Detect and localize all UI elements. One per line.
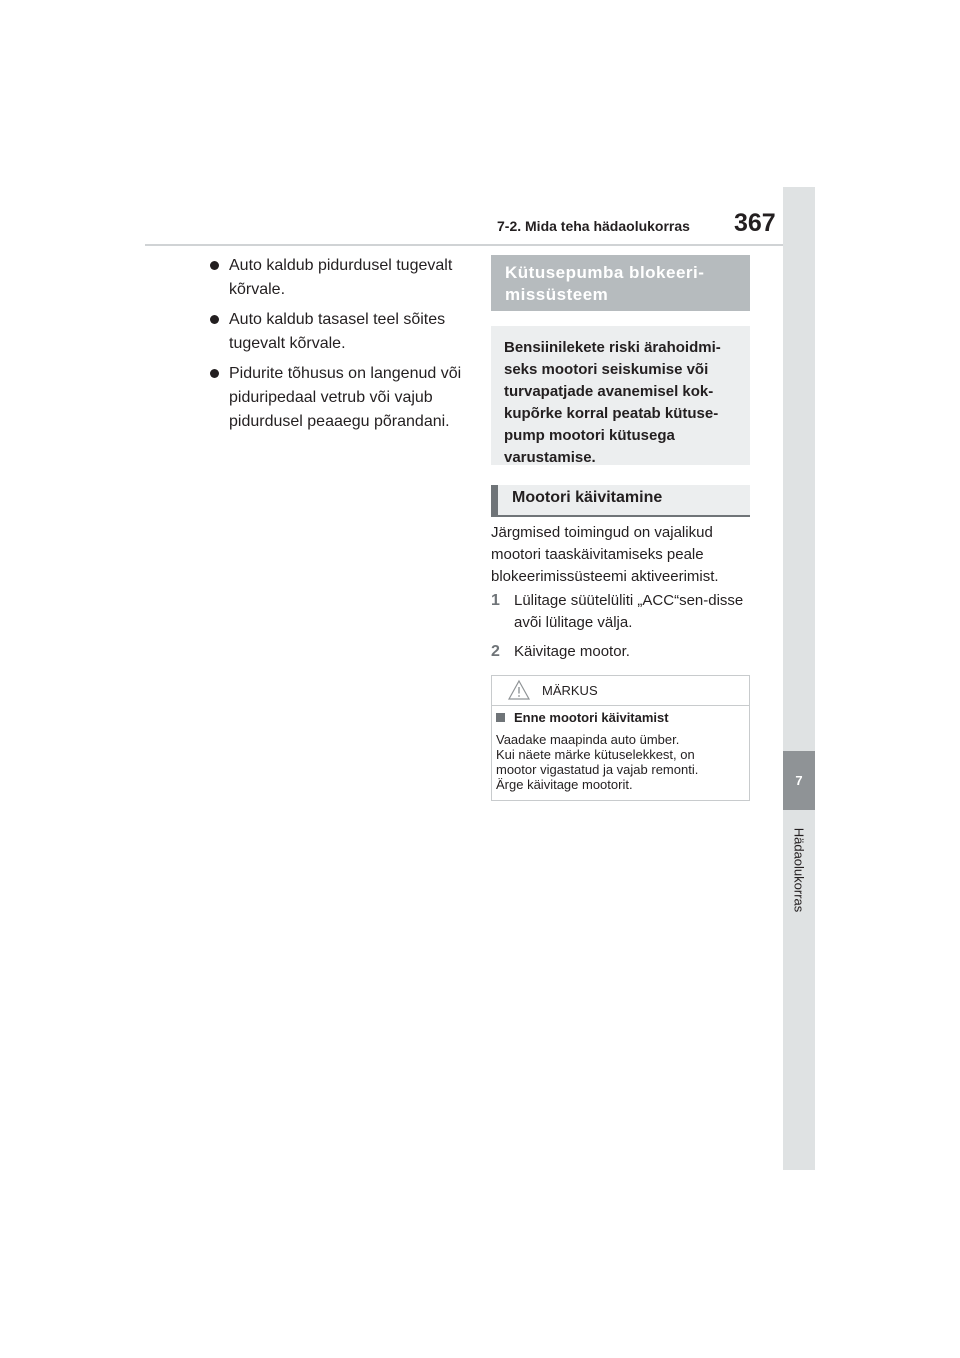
restart-intro: Järgmised toimingud on vajalikud mootori taaskäivitamiseks peale blokeerimissüsteemi aktiveerimist. bbox=[491, 524, 719, 585]
description-line: Bensiinilekete riski ärahoidmi- bbox=[504, 339, 721, 356]
chapter-number: 7 bbox=[795, 773, 803, 788]
notice-text bbox=[496, 732, 746, 792]
notice-box bbox=[491, 675, 750, 801]
fuel-pump-title-line: Kütusepumba blokeeri- bbox=[505, 263, 705, 282]
chapter-label: Hädaolukorras bbox=[791, 827, 807, 913]
description-line: pump mootori kütusega bbox=[504, 427, 675, 444]
list-item-text: Auto kaldub pidurdusel tugevalt kõrvale. bbox=[229, 257, 453, 298]
step-text: Lülitage süütelüliti „ACC“sen-disse avõi lülitage välja. bbox=[514, 592, 744, 631]
notice-label: MÄRKUS bbox=[542, 683, 598, 698]
step-item bbox=[491, 590, 753, 634]
description-line: turvapatjade avanemisel kok- bbox=[504, 383, 714, 400]
list-item bbox=[210, 362, 472, 434]
description-line: seks mootori seiskumise või bbox=[504, 361, 709, 378]
notice-line: Kui näete märke kütuselekkest, on bbox=[496, 747, 695, 762]
list-item-text: Pidurite tõhusus on langenud või piduripedaal vetrub või vajub pidurdusel peaaegu põrandani. bbox=[229, 365, 462, 430]
notice-header bbox=[492, 676, 749, 706]
list-item bbox=[210, 308, 472, 356]
step-number: 2 bbox=[491, 643, 500, 660]
notice-subheading bbox=[496, 710, 669, 725]
restart-heading: Mootori käivitamine bbox=[491, 485, 750, 517]
fuel-pump-description bbox=[491, 326, 750, 465]
chapter-side-tab bbox=[783, 187, 815, 1170]
fuel-pump-title-line: missüsteem bbox=[505, 285, 609, 304]
warning-triangle-icon bbox=[507, 679, 531, 701]
header-divider bbox=[145, 244, 783, 246]
bullet-icon bbox=[210, 369, 219, 378]
notice-line: mootor vigastatud ja vajab remonti. bbox=[496, 762, 699, 777]
list-item bbox=[210, 254, 472, 302]
fuel-pump-title-box bbox=[491, 255, 750, 311]
step-item bbox=[491, 641, 753, 663]
square-bullet-icon bbox=[496, 713, 505, 722]
symptom-list bbox=[210, 254, 472, 440]
bullet-icon bbox=[210, 315, 219, 324]
step-text: Käivitage mootor. bbox=[514, 643, 630, 660]
description-line: varustamise. bbox=[504, 449, 596, 466]
bullet-icon bbox=[210, 261, 219, 270]
notice-subheading-text: Enne mootori käivitamist bbox=[514, 710, 669, 725]
notice-line: Vaadake maapinda auto ümber. bbox=[496, 732, 680, 747]
description-line: kupõrke korral peatab kütuse- bbox=[504, 405, 719, 422]
chapter-number-box bbox=[783, 751, 815, 810]
list-item-text: Auto kaldub tasasel teel sõites tugevalt kõrvale. bbox=[229, 311, 446, 352]
section-title: 7-2. Mida teha hädaolukorras bbox=[497, 218, 690, 234]
notice-line: Ärge käivitage mootorit. bbox=[496, 777, 633, 792]
step-number: 1 bbox=[491, 592, 500, 609]
page-number: 367 bbox=[734, 209, 776, 237]
